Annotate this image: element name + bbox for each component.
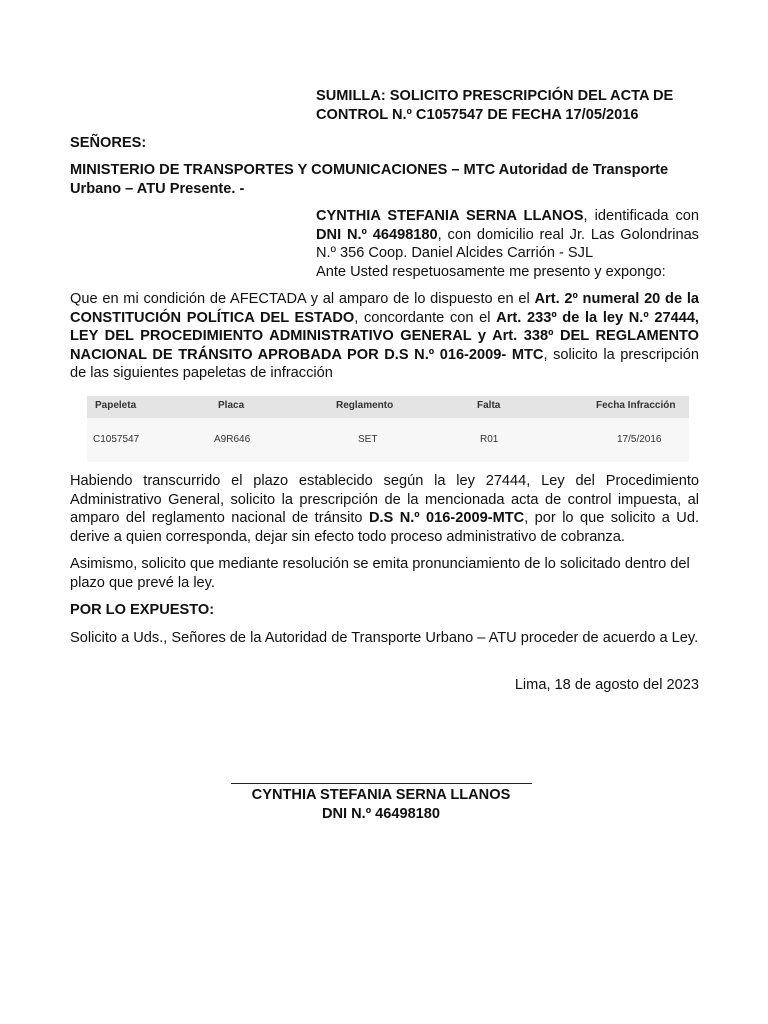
infraction-table bbox=[87, 396, 689, 462]
cell-falta: R01 bbox=[480, 434, 499, 445]
p1-text-3: , solicito la prescripción de las siguientes papeletas de infracción bbox=[70, 346, 699, 381]
header-papeleta: Papeleta bbox=[95, 400, 137, 411]
header-reglamento: Reglamento bbox=[336, 400, 394, 411]
p2-text-2: , por lo que solicito a Ud. derive a quien corresponda, dejar sin efecto todo proceso administrativo de cobranza. bbox=[70, 510, 700, 545]
sumilla-line-1: SUMILLA: SOLICITO PRESCRIPCIÓN DEL ACTA DE bbox=[316, 88, 674, 104]
paragraph-closing-request: Solicito a Uds., Señores de la Autoridad de Transporte Urbano – ATU proceder de acuerdo a Ley. bbox=[70, 630, 699, 646]
p2-bold-1: D.S N.º 016-2009-MTC bbox=[368, 510, 525, 526]
cell-placa: A9R646 bbox=[214, 434, 251, 445]
p1-bold-2: Art. 233º de la ley N.º 27444, LEY DEL PROCEDIMIENTO ADMINISTRATIVO GENERAL y Art. 338º DEL REGLAMENTO NACIONAL DE TRÁNSITO APROBADA POR D.S N.º 016-2009- MTC bbox=[70, 309, 699, 363]
signature-line bbox=[231, 783, 532, 784]
signature-dni: DNI N.º 46498180 bbox=[321, 805, 441, 822]
salutation: SEÑORES: bbox=[70, 135, 147, 151]
cell-papeleta: C1057547 bbox=[93, 434, 140, 445]
header-falta: Falta bbox=[477, 400, 501, 411]
paragraph-legal-basis bbox=[70, 290, 699, 383]
applicant-closing: Ante Usted respetuosamente me presento y expongo: bbox=[316, 263, 666, 280]
applicant-dni: DNI N.º 46498180 bbox=[316, 226, 438, 243]
cell-fecha-infraccion: 17/5/2016 bbox=[617, 434, 662, 445]
signature-block bbox=[200, 786, 562, 823]
applicant-block bbox=[316, 207, 699, 281]
applicant-name: CYNTHIA STEFANIA SERNA LLANOS bbox=[316, 208, 584, 224]
applicant-address: , con domicilio real Jr. Las Golondrinas N.º 356 Coop. Daniel Alcides Carrión - SJL bbox=[316, 226, 699, 261]
table-row bbox=[87, 418, 689, 462]
cell-reglamento: SET bbox=[358, 434, 378, 445]
paragraph-prescription bbox=[70, 472, 699, 546]
p1-text-2: , concordante con el bbox=[354, 309, 497, 326]
date-line: Lima, 18 de agosto del 2023 bbox=[514, 677, 699, 693]
addressee bbox=[70, 161, 702, 198]
p2-text-1: Habiendo transcurrido el plazo establecido según la ley 27444, Ley del Procedimiento Administrativo General, solicito la prescripción de la mencionada acta de control impuesta, al amparo del reglamento nacional de tránsito bbox=[70, 473, 699, 526]
addressee-line-1: MINISTERIO DE TRANSPORTES Y COMUNICACIONES – MTC Autoridad de Transporte bbox=[70, 162, 669, 178]
por-lo-expuesto-heading: POR LO EXPUESTO: bbox=[70, 602, 215, 618]
paragraph-request-resolution: Asimismo, solicito que mediante resolución se emita pronunciamiento de lo solicitado dentro del plazo que prevé la ley. bbox=[70, 556, 690, 591]
sumilla-line-2: CONTROL N.º C1057547 DE FECHA 17/05/2016 bbox=[316, 106, 639, 123]
header-fecha-infraccion: Fecha Infracción bbox=[596, 400, 676, 411]
sumilla bbox=[316, 87, 706, 124]
applicant-text-1: , identificada con bbox=[583, 208, 700, 224]
p1-bold-1: Art. 2º numeral 20 de la CONSTITUCIÓN POLÍTICA DEL ESTADO bbox=[70, 291, 699, 326]
header-placa: Placa bbox=[218, 400, 245, 411]
p1-text-1: Que en mi condición de AFECTADA y al amparo de lo dispuesto en el bbox=[70, 291, 535, 307]
table-header bbox=[87, 396, 689, 418]
addressee-line-2: Urbano – ATU Presente. - bbox=[70, 180, 245, 197]
signature-name: CYNTHIA STEFANIA SERNA LLANOS bbox=[251, 787, 511, 803]
